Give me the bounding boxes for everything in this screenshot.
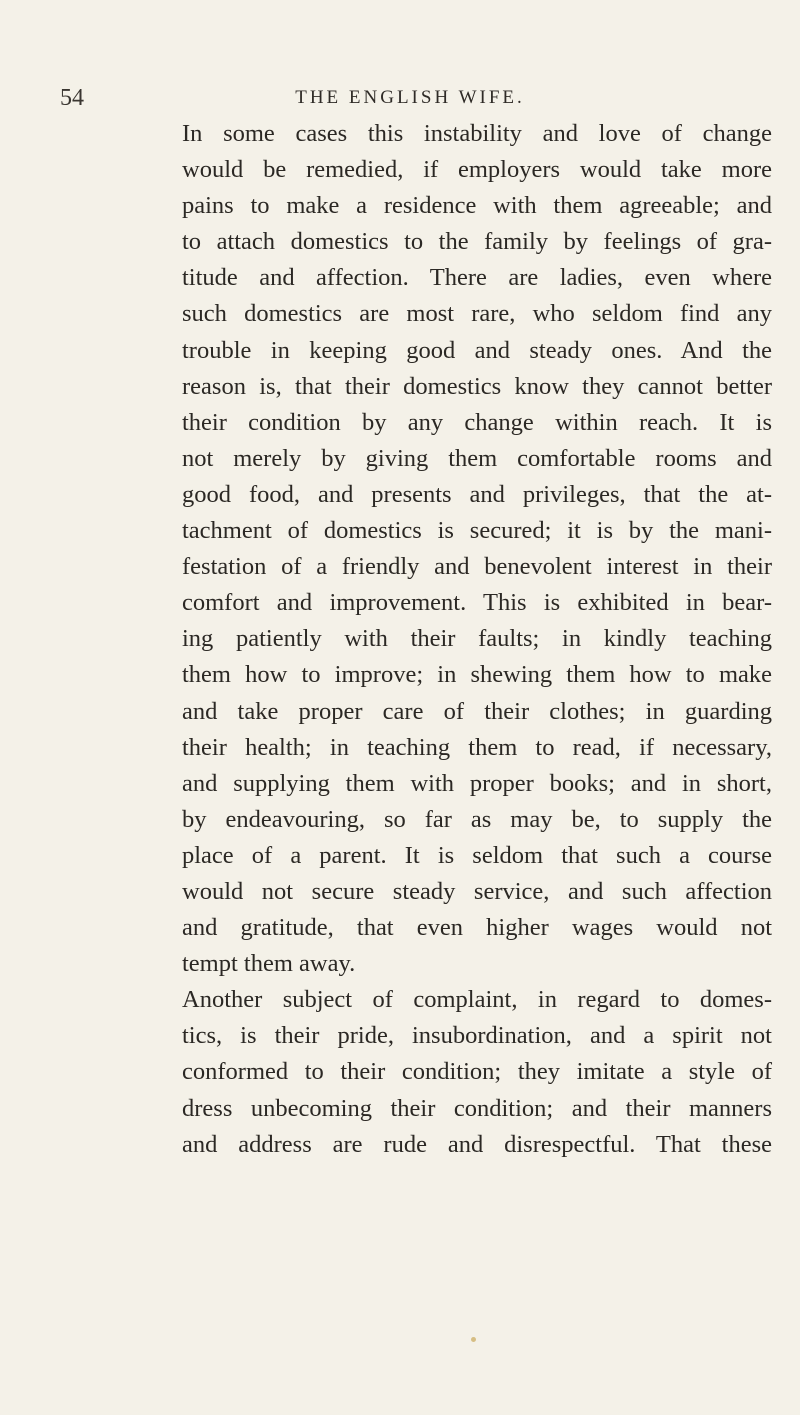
text-line: good food, and presents and privileges, that the at- [182,480,772,508]
text-line: conformed to their condition; they imitate a style of [182,1058,772,1086]
text-line: place of a parent. It is seldom that such a course [182,841,772,869]
running-title: THE ENGLISH WIFE. [295,87,525,108]
text-line: and take proper care of their clothes; in guarding [182,697,772,725]
body-text [182,116,772,1163]
text-line: would be remedied, if employers would take more [182,156,772,184]
text-line: not merely by giving them comfortable rooms and [182,444,772,472]
text-line: tics, is their pride, insubordination, and a spirit not [182,1022,772,1050]
text-line: such domestics are most rare, who seldom find any [182,300,772,328]
text-line: pains to make a residence with them agreeable; and [182,192,772,220]
text-line: titude and affection. There are ladies, even where [182,264,772,292]
text-line: Another subject of complaint, in regard to domes- [182,986,772,1014]
text-line: and gratitude, that even higher wages would not [182,914,772,942]
text-line: tempt them away. [182,950,356,978]
paper-speck [471,1337,476,1342]
text-line: them how to improve; in shewing them how to make [182,661,772,689]
text-line: festation of a friendly and benevolent interest in their [182,553,772,581]
text-line: comfort and improvement. This is exhibited in bear- [182,589,772,617]
paragraph-2 [182,982,772,1162]
page-header [60,80,760,116]
paragraph-1 [182,116,772,982]
text-line: their health; in teaching them to read, if necessary, [182,733,772,761]
text-line: trouble in keeping good and steady ones. And the [182,336,772,364]
text-line: dress unbecoming their condition; and their manners [182,1094,772,1122]
text-line: by endeavouring, so far as may be, to supply the [182,805,772,833]
text-line: and supplying them with proper books; and in short, [182,769,772,797]
text-line: and address are rude and disrespectful. That these [182,1130,772,1158]
text-line: their condition by any change within reach. It is [182,408,772,436]
text-line: In some cases this instability and love of change [182,120,772,147]
text-line: tachment of domestics is secured; it is by the mani- [182,517,772,545]
text-line: to attach domestics to the family by feelings of gra- [182,228,772,256]
text-line: would not secure steady service, and such affection [182,877,772,905]
text-line: ing patiently with their faults; in kindly teaching [182,625,772,653]
page-number: 54 [60,85,84,111]
text-line: reason is, that their domestics know they cannot better [182,372,772,400]
